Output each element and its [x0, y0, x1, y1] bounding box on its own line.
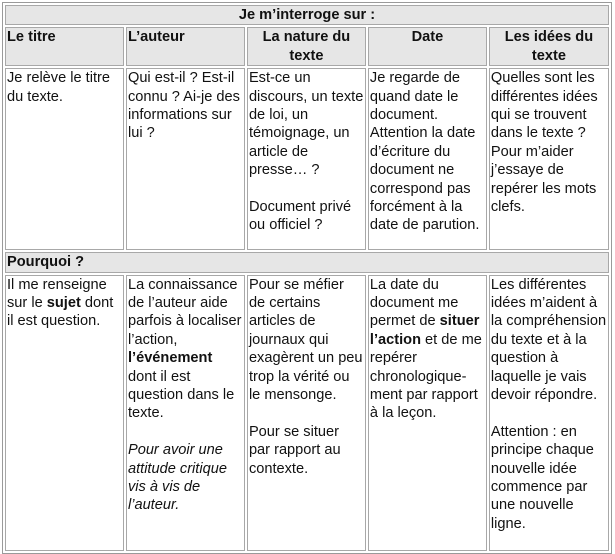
column-header-titre: Le titre	[5, 27, 124, 66]
nature-question-text-2: Document privé ou officiel ?	[248, 199, 352, 234]
idees-pourquoi-text: Les différentes idées m’aident à la compréhension du texte et à la question à laquelle je vais devoir répondre.	[490, 276, 607, 404]
idees-question-text: Quelles sont les différentes idées qui se trouvent dans le texte ? Pour m’aider j’essaye de repérer les mots clefs.	[490, 70, 598, 216]
cell-idees-pourquoi	[489, 275, 609, 551]
column-header-idees: Les idées du texte	[489, 27, 609, 66]
cell-nature-pourquoi	[247, 275, 366, 551]
table-title: Je m’interroge sur :	[5, 5, 609, 25]
date-pourquoi-text: La date du document me permet de situer l’action et de me repérer chronologique-ment par rapport à la leçon.	[369, 276, 482, 422]
cell-date-question	[368, 68, 487, 250]
pourquoi-header: Pourquoi ?	[5, 252, 609, 272]
nature-pourquoi-text: Pour se méfier de certains articles de journaux qui exagèrent un peu trop la vérité ou le mensonge.	[248, 276, 363, 404]
titre-pourquoi-text: Il me renseigne sur le sujet dont il est question.	[7, 276, 114, 330]
cell-nature-question	[247, 68, 366, 250]
titre-question-text: Je relève le titre du texte.	[7, 70, 111, 105]
auteur-pourquoi-text: La connaissance de l’auteur aide parfois à localiser l’action, l’événement dont il est question dans le texte.	[127, 276, 242, 422]
cell-auteur-pourquoi	[126, 275, 245, 551]
column-header-auteur: L’auteur	[126, 27, 245, 66]
cell-auteur-question	[126, 68, 245, 250]
cell-idees-question	[489, 68, 609, 250]
auteur-pourquoi-italic: Pour avoir une attitude critique vis à vis de l’auteur.	[127, 442, 227, 514]
study-table	[2, 2, 612, 554]
nature-pourquoi-text-2: Pour se situer par rapport au contexte.	[248, 423, 341, 477]
cell-date-pourquoi	[368, 275, 487, 551]
column-header-date: Date	[368, 27, 487, 66]
cell-titre-pourquoi	[5, 275, 124, 551]
cell-titre-question	[5, 68, 124, 250]
auteur-question-text: Qui est-il ? Est-il connu ? Ai-je des informations sur lui ?	[127, 70, 240, 142]
date-question-text: Je regarde de quand date le document. Attention la date d’écriture du document ne correspond pas forcément à la date de parution.	[369, 70, 480, 234]
column-header-nature: La nature du texte	[247, 27, 366, 66]
idees-pourquoi-text-2: Attention : en principe chaque nouvelle idée commence par une nouvelle ligne.	[490, 423, 594, 532]
nature-question-text: Est-ce un discours, un texte de loi, un témoignage, un article de presse… ?	[248, 70, 364, 179]
